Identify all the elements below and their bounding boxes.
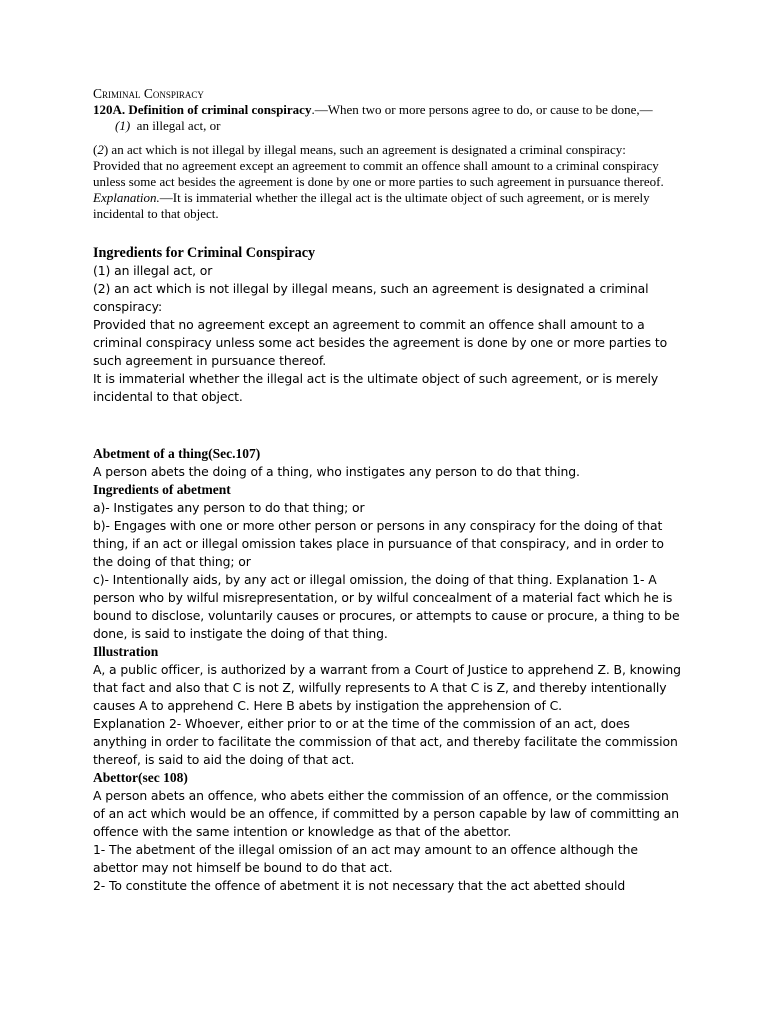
- abetment-heading: Abetment of a thing(Sec.107): [93, 446, 261, 461]
- ingredients-conspiracy-heading: Ingredients for Criminal Conspiracy: [93, 245, 316, 261]
- abetment-item-a: a)- Instigates any person to do that thing; or: [93, 500, 365, 515]
- explanation-2: Explanation 2- Whoever, either prior to or at the time of the commission of an act, does anything in order to facilitate the commission of that act, and thereby facilitate the commission thereof, is said to aid the doing of that act.: [93, 716, 678, 767]
- clause-1-text: an illegal act, or: [136, 118, 221, 133]
- abetment-item-b: b)- Engages with one or more other person or persons in any conspiracy for the doing of that thing, if an act or illegal omission takes place in pursuance of that conspiracy, and in order to the doing of that thing; or: [93, 518, 664, 569]
- proviso: Provided that no agreement except an agreement to commit an offence shall amount to a criminal conspiracy unless some act besides the agreement is done by one or more parties to such agreement in pursuance thereof.: [93, 158, 664, 189]
- ingredient-proviso: Provided that no agreement except an agreement to commit an offence shall amount to a criminal conspiracy unless some act besides the agreement is done by one or more parties to such agreement in pursuance thereof.: [93, 317, 668, 368]
- clause-2: (2) an act which is not illegal by illegal means, such an agreement is designated a criminal conspiracy:: [93, 142, 626, 157]
- illustration-text: A, a public officer, is authorized by a warrant from a Court of Justice to apprehend Z. B, knowing that fact and also that C is not Z, wilfully represents to A that C is Z, and thereby intentionally causes A to apprehend C. Here B abets by instigation the apprehension of C.: [93, 662, 681, 713]
- definition-paragraph: [93, 102, 683, 118]
- clause-1-number: (1): [115, 118, 131, 133]
- explanation-label: Explanation.: [93, 190, 160, 205]
- abetment-section: [93, 445, 683, 769]
- abetment-ingredients-heading: Ingredients of abetment: [93, 482, 231, 497]
- abettor-section: [93, 769, 683, 895]
- ingredient-immaterial: It is immaterial whether the illegal act is the ultimate object of such agreement, or is merely incidental to that object.: [93, 371, 659, 404]
- clause-2-text: ) an act which is not illegal by illegal means, such an agreement is designated a criminal conspiracy:: [103, 142, 626, 157]
- document-page: [93, 86, 683, 895]
- abettor-heading: Abettor(sec 108): [93, 770, 188, 785]
- clause-1: [93, 118, 683, 134]
- definition-title: 120A. Definition of criminal conspiracy: [93, 102, 312, 117]
- definition-text: .—When two or more persons agree to do, or cause to be done,—: [311, 102, 653, 117]
- abetment-item-c: c)- Intentionally aids, by any act or illegal omission, the doing of that thing. Explanation 1- A person who by wilful misrepresentation, or by wilful concealment of a material fact which he is bound to disclose, voluntarily causes or procures, or attempts to cause or procure, a thing to be done, is said to instigate the doing of that thing.: [93, 572, 680, 641]
- abettor-definition: A person abets an offence, who abets either the commission of an offence, or the commission of an act which would be an offence, if committed by a person capable by law of committing an offence with the same intention or knowledge as that of the abettor.: [93, 788, 679, 839]
- explanation: [93, 190, 683, 222]
- abettor-point-2: 2- To constitute the offence of abetment it is not necessary that the act abetted should: [93, 878, 626, 893]
- explanation-text: —It is immaterial whether the illegal act is the ultimate object of such agreement, or is merely incidental to that object.: [93, 190, 650, 221]
- ingredient-1: (1) an illegal act, or: [93, 263, 213, 278]
- section-120a: [93, 86, 683, 222]
- illustration-heading: Illustration: [93, 644, 159, 659]
- abetment-definition: A person abets the doing of a thing, who instigates any person to do that thing.: [93, 464, 580, 479]
- section-heading: Criminal Conspiracy: [93, 86, 204, 101]
- clause-2-number: 2: [97, 142, 104, 157]
- ingredient-2: (2) an act which is not illegal by illegal means, such an agreement is designated a criminal conspiracy:: [93, 281, 649, 314]
- ingredients-conspiracy-section: [93, 244, 683, 406]
- abettor-point-1: 1- The abetment of the illegal omission of an act may amount to an offence although the abettor may not himself be bound to do that act.: [93, 842, 638, 875]
